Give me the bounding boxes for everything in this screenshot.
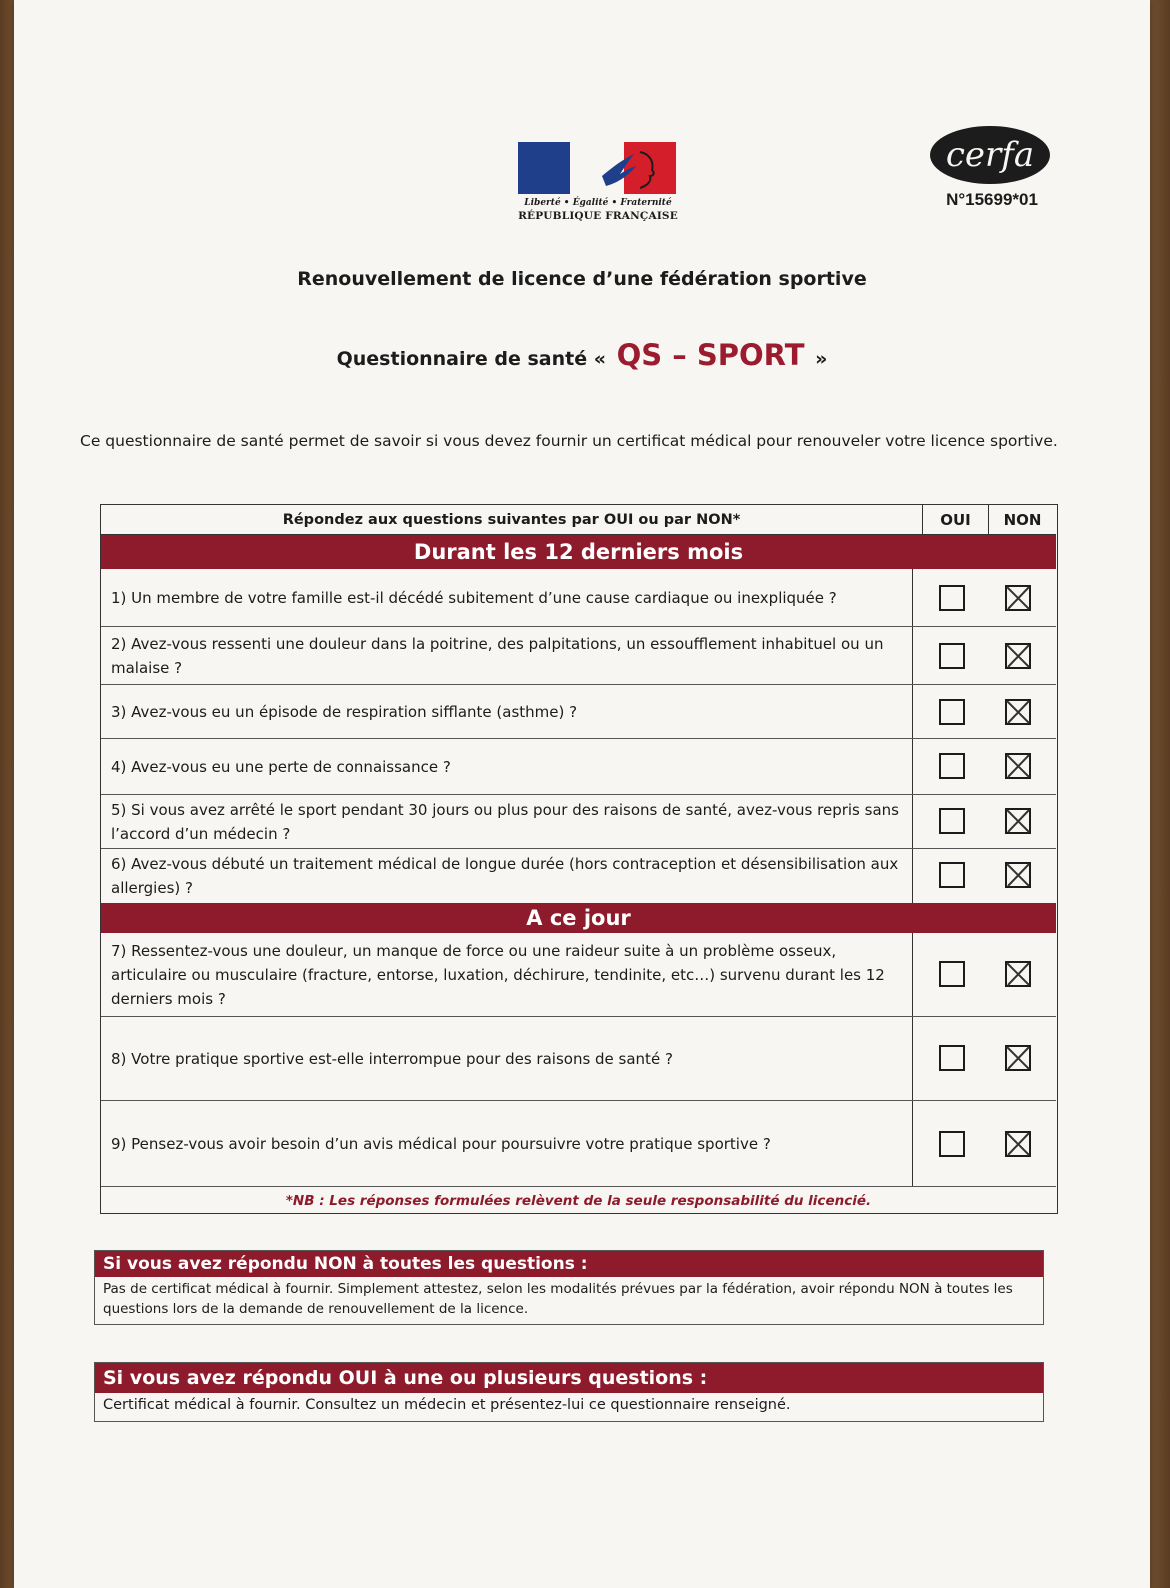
republic-motto: Liberté • Égalité • Fraternité xyxy=(524,198,672,208)
question-row-9 xyxy=(101,1101,1056,1187)
column-non: NON xyxy=(1003,511,1042,529)
checkbox-oui[interactable] xyxy=(939,961,965,987)
intro-text: Ce questionnaire de santé permet de savoir si vous devez fournir un certificat médical pour renouveler votre licence sportive. xyxy=(80,432,1058,450)
question-row-8 xyxy=(101,1017,1056,1101)
checkbox-oui[interactable] xyxy=(939,643,965,669)
title-suffix: » xyxy=(815,348,828,370)
checkbox-oui[interactable] xyxy=(939,808,965,834)
info-non-heading: Si vous avez répondu NON à toutes les questions : xyxy=(95,1251,1043,1277)
checkbox-non[interactable] xyxy=(1005,585,1031,611)
column-oui: OUI xyxy=(923,505,989,535)
cross-mark-icon xyxy=(1004,960,1032,988)
questionnaire-title xyxy=(14,338,1150,372)
checkbox-non[interactable] xyxy=(1005,643,1031,669)
cerfa-logo-text: cerfa xyxy=(945,135,1035,175)
info-box-oui xyxy=(94,1362,1044,1422)
nb-note: *NB : Les réponses formulées relèvent de la seule responsabilité du licencié. xyxy=(285,1193,872,1209)
cerfa-logo xyxy=(930,126,1050,184)
info-box-non xyxy=(94,1250,1044,1325)
checkbox-oui[interactable] xyxy=(939,862,965,888)
title-highlight: QS – SPORT xyxy=(616,338,805,372)
question-text: 6) Avez-vous débuté un traitement médical de longue durée (hors contraception et désensibilisation aux allergies) ? xyxy=(101,849,913,903)
question-text: 7) Ressentez-vous une douleur, un manque de force ou une raideur suite à un problème osseux, articulaire ou musculaire (fracture, entorse, luxation, déchirure, tendinite, etc…) survenu durant les 12 derniers mois ? xyxy=(101,933,913,1016)
question-text: 1) Un membre de votre famille est-il décédé subitement d’une cause cardiaque ou inexpliquée ? xyxy=(101,569,913,626)
checkbox-non[interactable] xyxy=(1005,1045,1031,1071)
question-row-4 xyxy=(101,739,1056,795)
question-text: 8) Votre pratique sportive est-elle interrompue pour des raisons de santé ? xyxy=(101,1017,913,1100)
checkbox-non[interactable] xyxy=(1005,753,1031,779)
document-title: Renouvellement de licence d’une fédération sportive xyxy=(297,268,867,290)
section-a-ce-jour: A ce jour xyxy=(101,903,1056,933)
cross-mark-icon xyxy=(1004,1130,1032,1158)
cross-mark-icon xyxy=(1004,861,1032,889)
question-row-6 xyxy=(101,849,1056,903)
info-oui-body: Certificat médical à fournir. Consultez un médecin et présentez-lui ce questionnaire renseigné. xyxy=(103,1397,791,1413)
checkbox-non[interactable] xyxy=(1005,1131,1031,1157)
section-12-months: Durant les 12 derniers mois xyxy=(101,535,1056,569)
cerfa-number: N°15699*01 xyxy=(946,190,1038,209)
question-row-3 xyxy=(101,685,1056,739)
cross-mark-icon xyxy=(1004,1044,1032,1072)
tricolor-flag xyxy=(518,142,676,194)
checkbox-non[interactable] xyxy=(1005,699,1031,725)
question-text: 5) Si vous avez arrêté le sport pendant 30 jours ou plus pour des raisons de santé, avez-vous repris sans l’accord d’un médecin ? xyxy=(101,795,913,848)
cross-mark-icon xyxy=(1004,642,1032,670)
question-text: 9) Pensez-vous avoir besoin d’un avis médical pour poursuivre votre pratique sportive ? xyxy=(101,1101,913,1186)
question-row-1 xyxy=(101,569,1056,627)
checkbox-oui[interactable] xyxy=(939,1131,965,1157)
question-text: 3) Avez-vous eu un épisode de respiration sifflante (asthme) ? xyxy=(101,685,913,738)
republique-francaise: RÉPUBLIQUE FRANÇAISE xyxy=(518,210,678,222)
table-header xyxy=(101,505,1056,535)
checkbox-non[interactable] xyxy=(1005,862,1031,888)
document-page xyxy=(14,0,1150,1588)
question-row-7 xyxy=(101,933,1056,1017)
checkbox-oui[interactable] xyxy=(939,585,965,611)
title-prefix: Questionnaire de santé « xyxy=(336,348,607,370)
info-oui-heading: Si vous avez répondu OUI à une ou plusieurs questions : xyxy=(95,1363,1043,1393)
table-instruction: Répondez aux questions suivantes par OUI ou par NON* xyxy=(101,505,923,535)
cross-mark-icon xyxy=(1004,584,1032,612)
cross-mark-icon xyxy=(1004,752,1032,780)
marianne-logo xyxy=(514,142,682,236)
question-row-2 xyxy=(101,627,1056,685)
info-non-body: Pas de certificat médical à fournir. Simplement attestez, selon les modalités prévues par la fédération, avoir répondu NON à toutes les questions lors de la demande de renouvellement de la licence. xyxy=(103,1281,1013,1318)
checkbox-oui[interactable] xyxy=(939,1045,965,1071)
checkbox-non[interactable] xyxy=(1005,961,1031,987)
marianne-icon xyxy=(600,146,660,190)
question-row-5 xyxy=(101,795,1056,849)
question-text: 4) Avez-vous eu une perte de connaissance ? xyxy=(101,739,913,794)
cross-mark-icon xyxy=(1004,698,1032,726)
question-text: 2) Avez-vous ressenti une douleur dans la poitrine, des palpitations, un essoufflement inhabituel ou un malaise ? xyxy=(101,627,913,684)
checkbox-non[interactable] xyxy=(1005,808,1031,834)
checkbox-oui[interactable] xyxy=(939,699,965,725)
checkbox-oui[interactable] xyxy=(939,753,965,779)
cross-mark-icon xyxy=(1004,807,1032,835)
questionnaire-table xyxy=(100,504,1058,1214)
